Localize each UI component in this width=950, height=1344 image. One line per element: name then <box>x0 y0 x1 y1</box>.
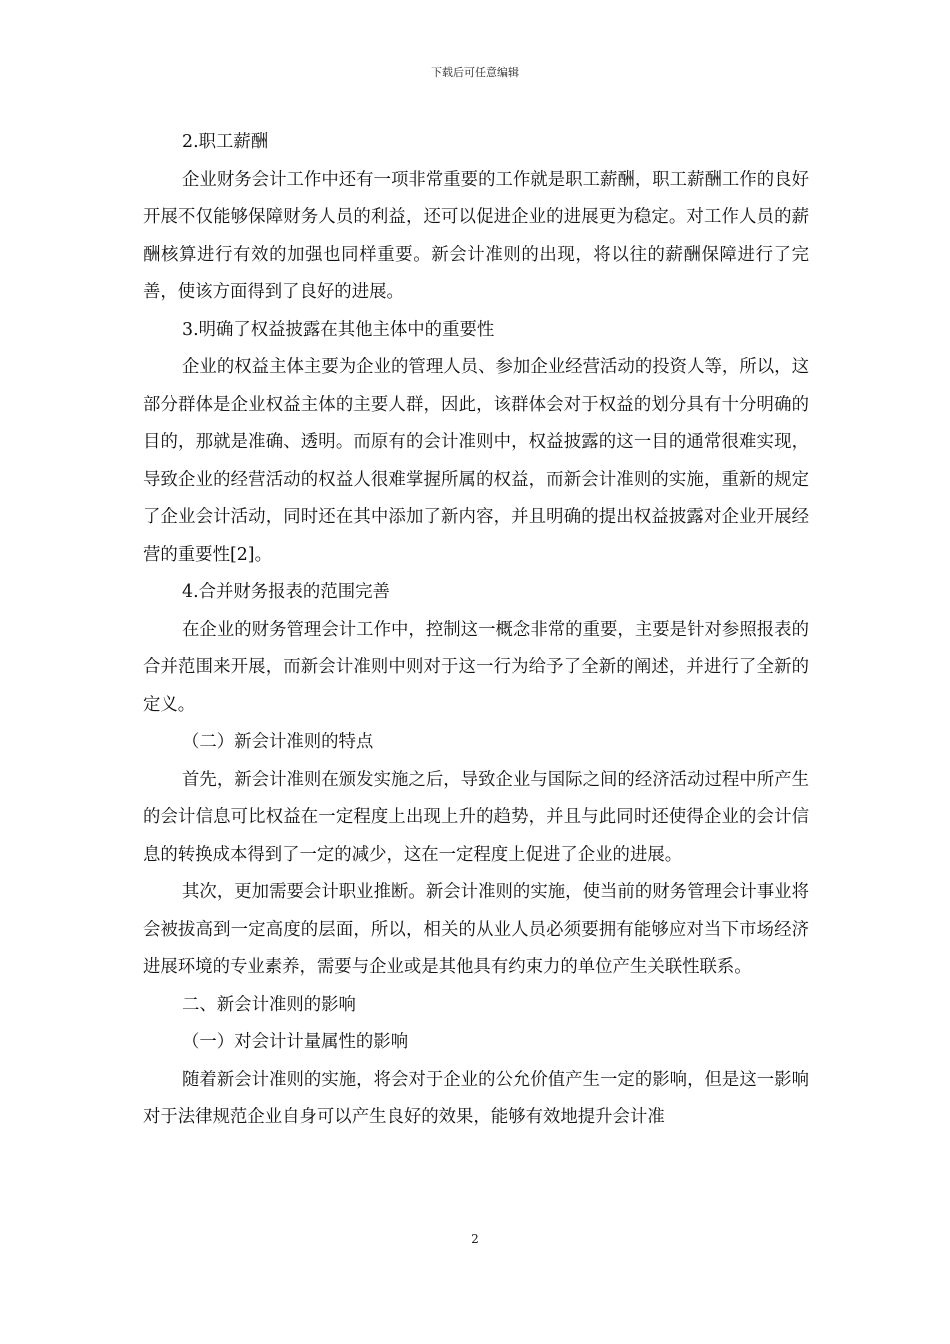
paragraph-second-feature: 其次，更加需要会计职业推断。新会计准则的实施，使当前的财务管理会计事业将会被拔高到一定高度的层面，所以，相关的从业人员必须要拥有能够应对当下市场经济进展环境的专业素养，需要与企业或是其他具有约束力的单位产生关联性联系。 <box>143 882 809 977</box>
paragraph-employee-pay: 企业财务会计工作中还有一项非常重要的工作就是职工薪酬，职工薪酬工作的良好开展不仅能够保障财务人员的利益，还可以促进企业的进展更为稳定。对工作人员的薪酬核算进行有效的加强也同样重要。新会计准则的出现，将以往的薪酬保障进行了完善，使该方面得到了良好的进展。 <box>143 169 809 302</box>
section-heading-measurement-impact: （一）对会计计量属性的影响 <box>182 1032 409 1052</box>
section-heading-impact: 二、新会计准则的影响 <box>182 994 356 1015</box>
paragraph-equity-disclosure: 企业的权益主体主要为企业的管理人员、参加企业经营活动的投资人等，所以，这部分群体是企业权益主体的主要人群，因此，该群体会对于权益的划分具有十分明确的目的，那就是准确、透明。而原有的会计准则中，权益披露的这一目的通常很难实现，导致企业的经营活动的权益人很难掌握所属的权益，而新会计准则的实施，重新的规定了企业会计活动，同时还在其中添加了新内容，并且明确的提出权益披露对企业开展经营的重要性[2]。 <box>143 357 809 565</box>
section-heading-employee-pay: 2.职工薪酬 <box>182 132 269 152</box>
paragraph-consolidated-statements: 在企业的财务管理会计工作中，控制这一概念非常的重要，主要是针对参照报表的合并范围来开展，而新会计准则中则对于这一行为给予了全新的阐述，并进行了全新的定义。 <box>143 619 809 715</box>
page-header: 下载后可任意编辑 <box>431 66 519 79</box>
section-heading-consolidated-statements: 4.合并财务报表的范围完善 <box>182 582 390 602</box>
section-heading-standard-features: （二）新会计准则的特点 <box>182 732 374 752</box>
document-body <box>143 124 809 1137</box>
paragraph-measurement-impact: 随着新会计准则的实施，将会对于企业的公允价值产生一定的影响，但是这一影响对于法律规范企业自身可以产生良好的效果，能够有效地提升会计准 <box>143 1069 809 1127</box>
section-heading-equity-disclosure: 3.明确了权益披露在其他主体中的重要性 <box>182 319 495 340</box>
paragraph-first-feature: 首先，新会计准则在颁发实施之后，导致企业与国际之间的经济活动过程中所产生的会计信息可比权益在一定程度上出现上升的趋势，并且与此同时还使得企业的会计信息的转换成本得到了一定的减少，这在一定程度上促进了企业的进展。 <box>143 769 809 865</box>
page-number: 2 <box>471 1232 479 1246</box>
